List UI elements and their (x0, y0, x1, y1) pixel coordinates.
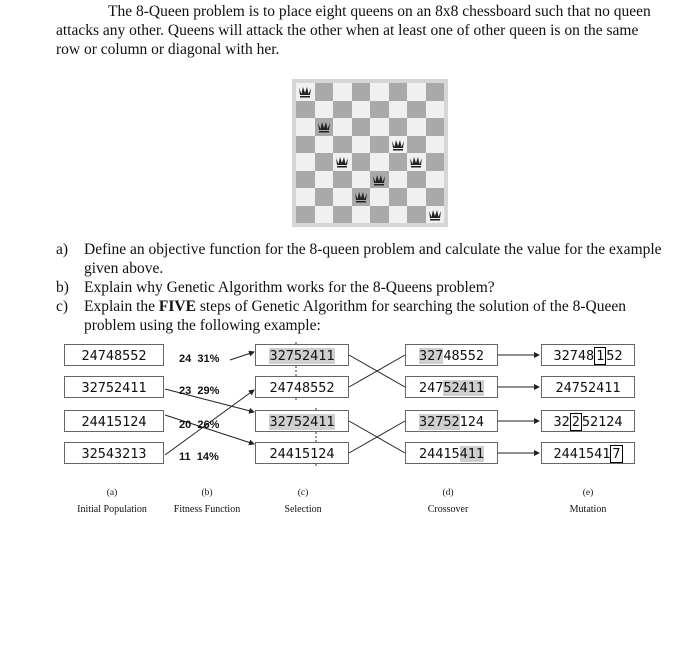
chromosome-segment: 124 (310, 446, 335, 462)
caption-label: Crossover (427, 504, 469, 515)
fitness-score: 24 (179, 353, 192, 365)
question-text-bold: FIVE (158, 298, 196, 315)
crossover-chromosome (405, 344, 498, 366)
chromosome-segment: 32752 (418, 414, 460, 430)
population-chromosome: 24748552 (64, 344, 164, 366)
selected-chromosome (255, 410, 349, 432)
caption-label: Mutation (569, 504, 607, 515)
chromosome-segment: 327 (269, 348, 294, 364)
selected-chromosome (255, 344, 349, 366)
mutated-chromosome (541, 344, 635, 366)
crossover-chromosome (405, 410, 498, 432)
caption-letter: (c) (297, 488, 309, 498)
caption-label: Selection (284, 504, 322, 515)
caption-label: Initial Population (77, 504, 147, 515)
mutated-gene: 2 (571, 414, 580, 430)
crossover-chromosome (405, 376, 498, 398)
selection-arrow (230, 352, 254, 360)
caption-crossover (405, 488, 491, 515)
fitness-percent: 14% (196, 451, 219, 463)
population-chromosome: 24415124 (64, 410, 164, 432)
population-chromosome: 32543213 (64, 442, 164, 464)
fitness-percent: 29% (197, 385, 220, 397)
caption-letter: (b) (201, 488, 213, 498)
intro-text: The 8-Queen problem is to place eight queens on an 8x8 chessboard such that no queen attacks any other. Queens will attack the other when at least one of other queen is on the same row or column or diagonal with her. (56, 3, 651, 58)
selected-chromosome (255, 442, 349, 464)
chromosome-segment: 124 (459, 414, 485, 430)
chromosome-segment: 52124 (581, 414, 623, 430)
question-label: c) (56, 298, 69, 315)
population-chromosome: 32752411 (64, 376, 164, 398)
mutated-chromosome (541, 376, 635, 398)
caption-letter: (a) (106, 488, 118, 498)
question-label: a) (56, 241, 69, 258)
fitness-percent: 31% (197, 353, 220, 365)
fitness-value (179, 450, 219, 464)
fitness-value (179, 352, 219, 366)
chromosome-segment: 32748 (553, 348, 595, 364)
chromosome-segment: 247 (418, 380, 444, 396)
fitness-percent: 26% (197, 419, 220, 431)
chromosome-segment: 2441541 (553, 446, 611, 462)
mutated-chromosome (541, 410, 635, 432)
chromosome-segment: 52 (606, 348, 623, 364)
caption-letter: (d) (442, 488, 454, 498)
chromosome-segment: 32752 (269, 414, 311, 430)
caption-label: Fitness Function (173, 504, 241, 515)
fitness-value (179, 418, 219, 432)
chromosome-segment: 327 (418, 348, 444, 364)
caption-initial-population (64, 488, 160, 515)
caption-selection (260, 488, 346, 515)
caption-fitness-function (164, 488, 250, 515)
mutated-chromosome (541, 442, 635, 464)
selected-chromosome (255, 376, 349, 398)
question-label: b) (56, 279, 69, 296)
fitness-value (179, 384, 219, 398)
caption-letter: (e) (582, 488, 594, 498)
question-text: Define an objective function for the 8-queen problem and calculate the value for the example given above. (84, 241, 662, 277)
mutated-gene: 1 (596, 348, 605, 364)
question-text-post: steps of Genetic Algorithm for searching the solution of the 8-Queen problem using the following example: (84, 298, 626, 334)
question-text-pre: Explain the (84, 298, 159, 315)
chromosome-segment: 411 (310, 414, 335, 430)
fitness-score: 20 (179, 419, 192, 431)
crossover-chromosome (405, 442, 498, 464)
chromosome-segment: 48552 (443, 348, 485, 364)
fitness-score: 11 (179, 451, 191, 463)
chromosome-segment: 24752411 (555, 380, 621, 396)
fitness-score: 23 (179, 385, 192, 397)
chromosome-segment: 247 (269, 380, 294, 396)
mutated-gene: 7 (612, 446, 621, 462)
caption-mutation (545, 488, 631, 515)
question-text: Explain why Genetic Algorithm works for the 8-Queens problem? (84, 279, 495, 296)
chromosome-segment: 32 (553, 414, 570, 430)
chromosome-segment: 411 (459, 446, 485, 462)
chromosome-segment: 52411 (443, 380, 485, 396)
chromosome-segment: 52411 (293, 348, 335, 364)
chromosome-segment: 24415 (269, 446, 311, 462)
chromosome-segment: 48552 (293, 380, 335, 396)
chromosome-segment: 24415 (418, 446, 460, 462)
